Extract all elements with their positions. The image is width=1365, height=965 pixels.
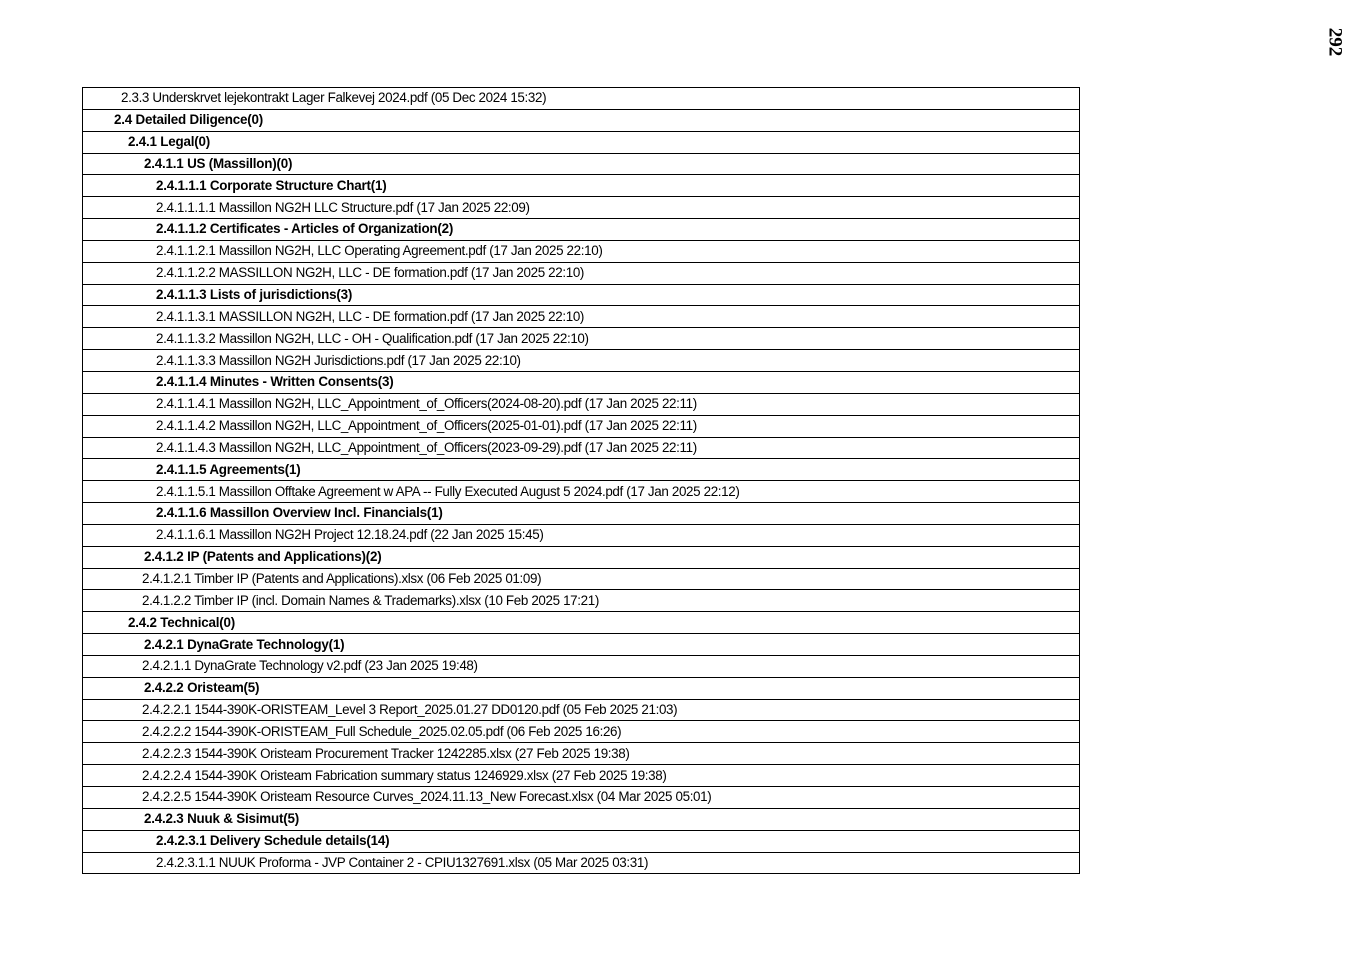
index-row-text: 2.4.2.3.1 Delivery Schedule details(14) <box>156 833 390 849</box>
index-row-folder <box>83 371 1080 393</box>
index-row-text: 2.4.2.3 Nuuk & Sisimut(5) <box>144 811 299 827</box>
index-row-folder <box>83 634 1080 656</box>
index-row-file <box>83 393 1080 415</box>
index-row-file <box>83 524 1080 546</box>
index-row-text: 2.4.1.1.1.1 Massillon NG2H LLC Structure.pdf (17 Jan 2025 22:09) <box>156 199 530 215</box>
index-row-text: 2.4.1.2 IP (Patents and Applications)(2) <box>144 549 382 565</box>
index-row-text: 2.4.1.1.5 Agreements(1) <box>156 461 301 477</box>
index-row-text: 2.4.1.1.4.1 Massillon NG2H, LLC_Appointment_of_Officers(2024-08-20).pdf (17 Jan 2025 22:11) <box>156 396 697 412</box>
index-row-text: 2.4.1.2.1 Timber IP (Patents and Applications).xlsx (06 Feb 2025 01:09) <box>142 570 542 586</box>
index-row-file <box>83 415 1080 437</box>
index-row-file <box>83 721 1080 743</box>
index-row-folder <box>83 109 1080 131</box>
index-row-file <box>83 852 1080 874</box>
index-row-file <box>83 590 1080 612</box>
index-row-text: 2.4.2.2.2 1544-390K-ORISTEAM_Full Schedule_2025.02.05.pdf (06 Feb 2025 16:26) <box>142 723 622 739</box>
index-row-file <box>83 350 1080 372</box>
index-row-file <box>83 743 1080 765</box>
index-row-folder <box>83 612 1080 634</box>
index-row-file <box>83 699 1080 721</box>
index-row-text: 2.4.1.1.4.3 Massillon NG2H, LLC_Appointment_of_Officers(2023-09-29).pdf (17 Jan 2025 22:11) <box>156 439 697 455</box>
index-row-text: 2.4.1.1.4.2 Massillon NG2H, LLC_Appointment_of_Officers(2025-01-01).pdf (17 Jan 2025 22:11) <box>156 418 697 434</box>
index-row-text: 2.4.1.1.6 Massillon Overview Incl. Financials(1) <box>156 505 443 521</box>
index-row-text: 2.3.3 Underskrvet lejekontrakt Lager Falkevej 2024.pdf (05 Dec 2024 15:32) <box>121 90 547 106</box>
index-row-folder <box>83 219 1080 241</box>
index-row-folder <box>83 459 1080 481</box>
index-row-file <box>83 262 1080 284</box>
index-row-text: 2.4.2.2.3 1544-390K Oristeam Procurement Tracker 1242285.xlsx (27 Feb 2025 19:38) <box>142 745 630 761</box>
index-row-text: 2.4.1.1.2 Certificates - Articles of Organization(2) <box>156 221 454 237</box>
index-row-text: 2.4.1 Legal(0) <box>128 134 211 150</box>
index-row-text: 2.4.1.1.4 Minutes - Written Consents(3) <box>156 374 394 390</box>
index-row-text: 2.4.2.1 DynaGrate Technology(1) <box>144 636 345 652</box>
index-row-text: 2.4.1.1.3 Lists of jurisdictions(3) <box>156 287 353 303</box>
index-row-folder <box>83 131 1080 153</box>
index-row-folder <box>83 808 1080 830</box>
index-row-text: 2.4.2.2.4 1544-390K Oristeam Fabrication summary status 1246929.xlsx (27 Feb 2025 19:38) <box>142 767 667 783</box>
index-row-text: 2.4.2.3.1.1 NUUK Proforma - JVP Container 2 - CPIU1327691.xlsx (05 Mar 2025 03:31) <box>156 854 649 870</box>
index-row-file <box>83 481 1080 503</box>
index-row-text: 2.4.2.2 Oristeam(5) <box>144 680 260 696</box>
index-row-folder <box>83 175 1080 197</box>
index-row-text: 2.4.2.2.1 1544-390K-ORISTEAM_Level 3 Report_2025.01.27 DD0120.pdf (05 Feb 2025 21:03) <box>142 702 678 718</box>
index-row-folder <box>83 677 1080 699</box>
index-row-text: 2.4.1.1.6.1 Massillon NG2H Project 12.18.24.pdf (22 Jan 2025 15:45) <box>156 527 544 543</box>
index-row-file <box>83 306 1080 328</box>
index-row-text: 2.4.1.1 US (Massillon)(0) <box>144 155 293 171</box>
index-row-folder <box>83 153 1080 175</box>
index-row-text: 2.4.1.1.5.1 Massillon Offtake Agreement w APA -- Fully Executed August 5 2024.pdf (17 Jan 2025 22:12) <box>156 483 740 499</box>
index-row-text: 2.4.1.2.2 Timber IP (incl. Domain Names & Trademarks).xlsx (10 Feb 2025 17:21) <box>142 592 599 608</box>
index-row-file <box>83 240 1080 262</box>
index-row-file <box>83 655 1080 677</box>
index-row-text: 2.4.1.1.2.1 Massillon NG2H, LLC Operating Agreement.pdf (17 Jan 2025 22:10) <box>156 243 603 259</box>
page-number <box>1323 22 1345 62</box>
index-row-file <box>83 787 1080 809</box>
index-row-text: 2.4.1.1.3.2 Massillon NG2H, LLC - OH - Qualification.pdf (17 Jan 2025 22:10) <box>156 330 589 346</box>
index-row-folder <box>83 284 1080 306</box>
index-row-text: 2.4.1.1.1 Corporate Structure Chart(1) <box>156 177 387 193</box>
index-row-text: 2.4.1.1.3.1 MASSILLON NG2H, LLC - DE formation.pdf (17 Jan 2025 22:10) <box>156 308 585 324</box>
index-row-text: 2.4.1.1.3.3 Massillon NG2H Jurisdictions.pdf (17 Jan 2025 22:10) <box>156 352 521 368</box>
index-row-file <box>83 328 1080 350</box>
index-row-text: 2.4.2.1.1 DynaGrate Technology v2.pdf (23 Jan 2025 19:48) <box>142 658 478 674</box>
index-row-folder <box>83 546 1080 568</box>
index-row-file <box>83 197 1080 219</box>
index-row-file <box>83 437 1080 459</box>
index-row-text: 2.4.1.1.2.2 MASSILLON NG2H, LLC - DE formation.pdf (17 Jan 2025 22:10) <box>156 265 585 281</box>
index-row-text: 2.4 Detailed Diligence(0) <box>114 112 264 128</box>
index-row-text: 2.4.2 Technical(0) <box>128 614 236 630</box>
index-row-file <box>83 765 1080 787</box>
document-index-table <box>82 87 1080 874</box>
index-row-file <box>83 88 1080 110</box>
index-row-folder <box>83 830 1080 852</box>
index-row-text: 2.4.2.2.5 1544-390K Oristeam Resource Curves_2024.11.13_New Forecast.xlsx (04 Mar 2025 05:01) <box>142 789 712 805</box>
index-row-folder <box>83 503 1080 525</box>
index-row-file <box>83 568 1080 590</box>
page-number-text: 292 <box>1324 27 1345 57</box>
